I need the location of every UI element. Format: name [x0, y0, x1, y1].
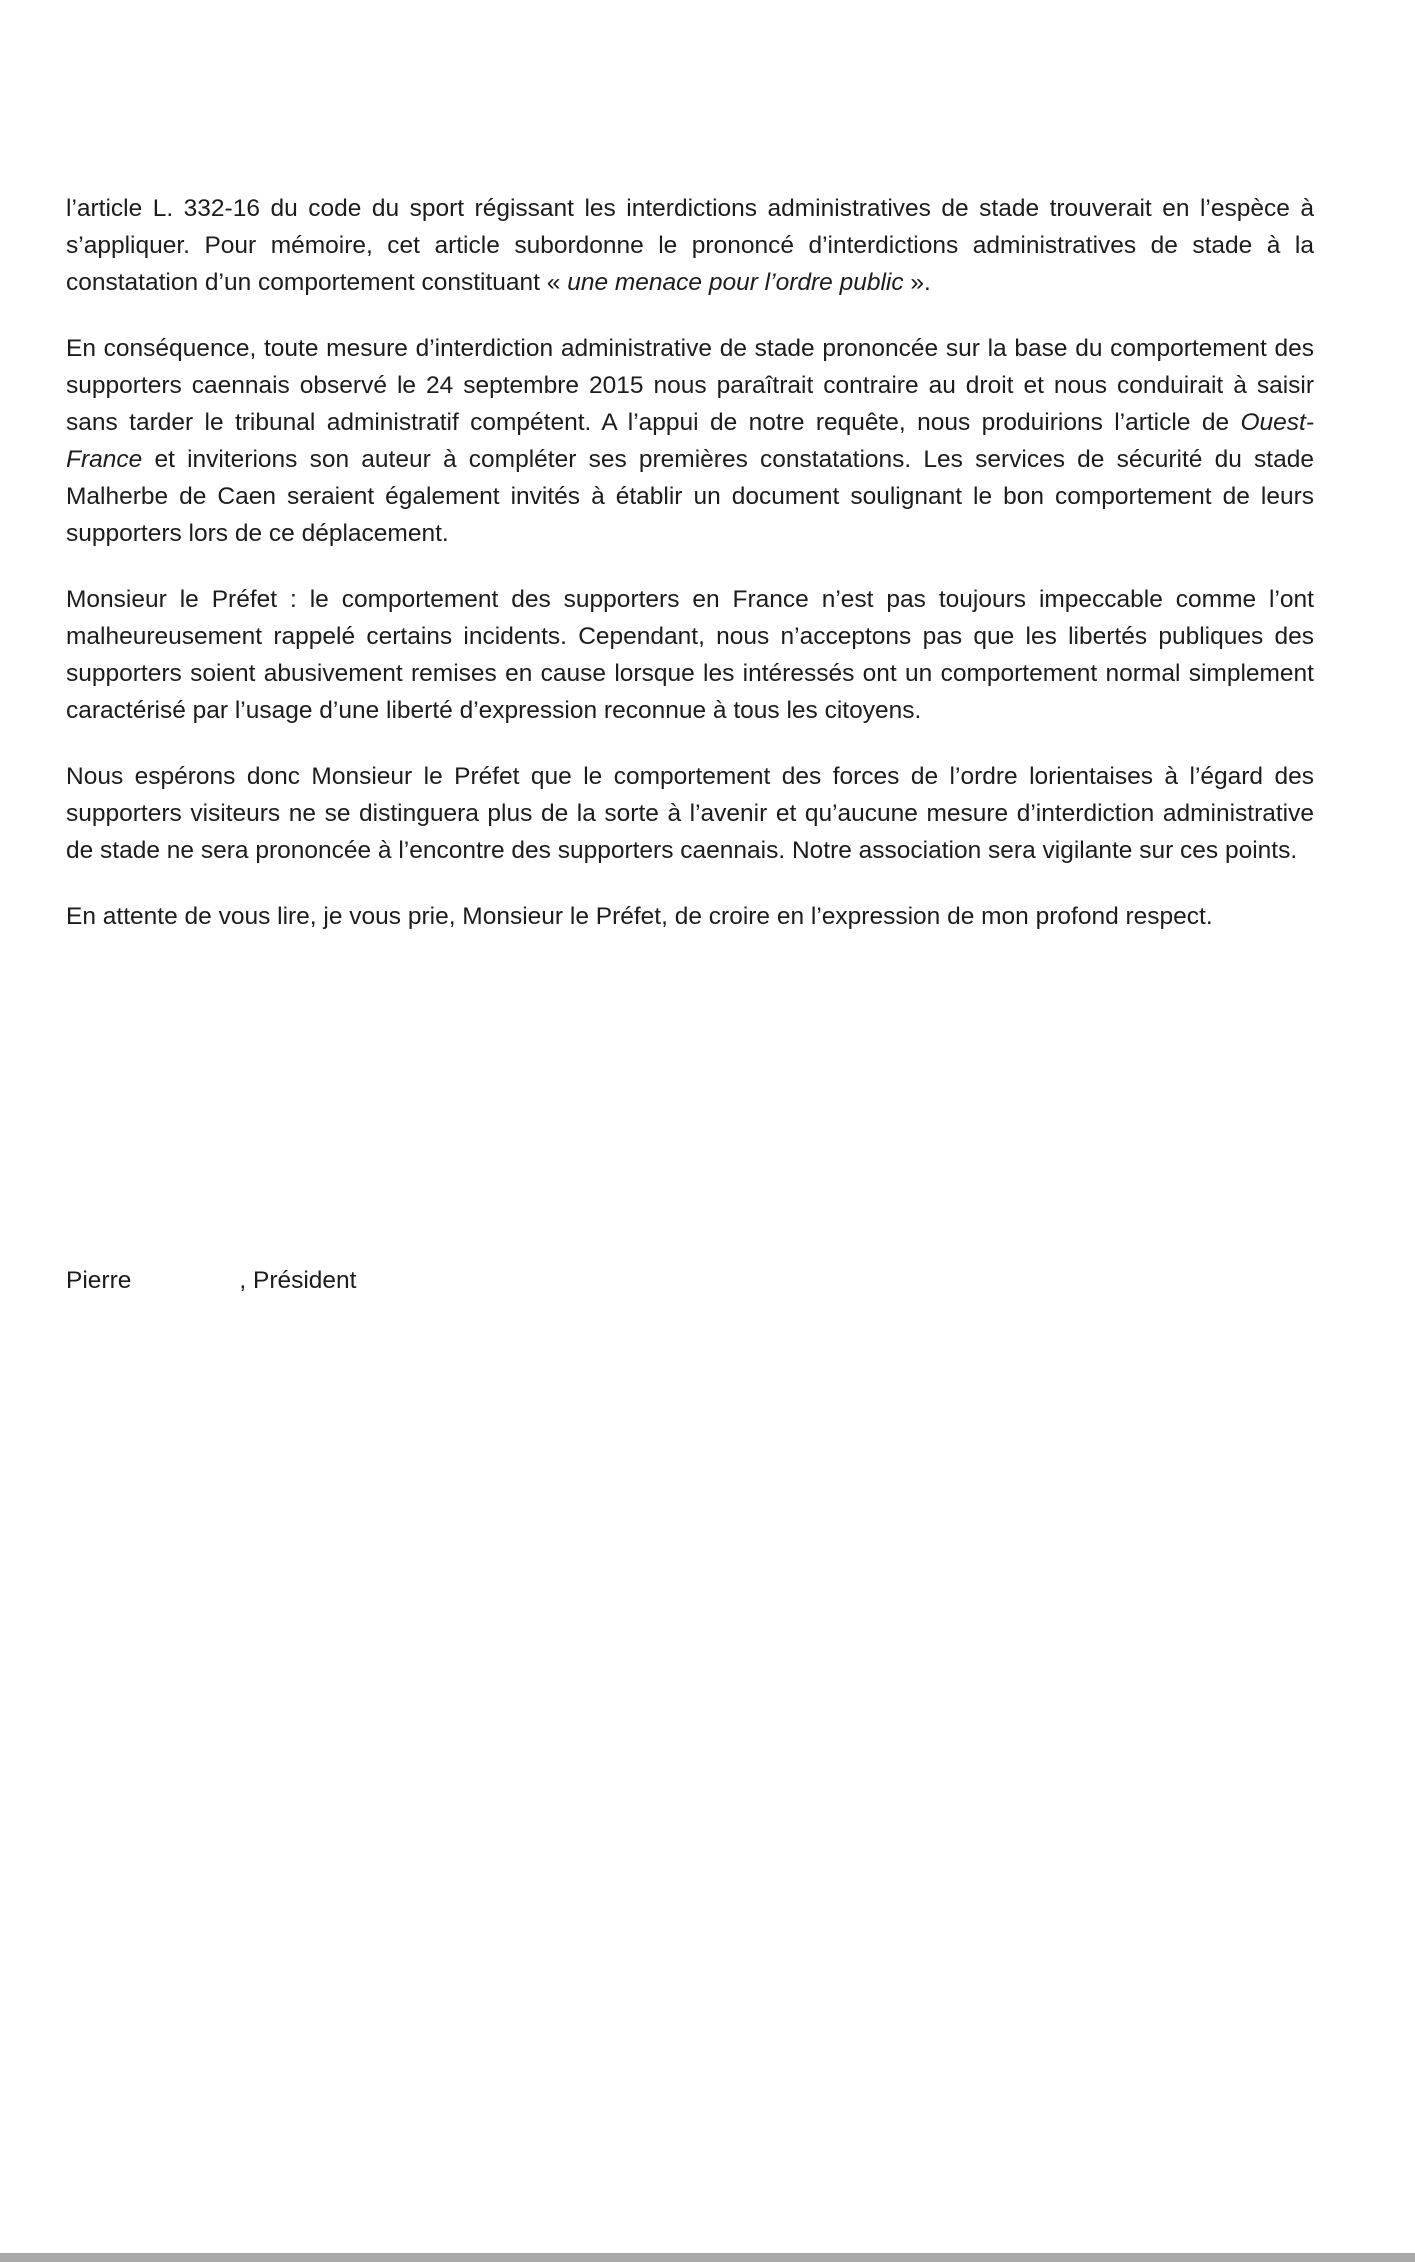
text-run: En conséquence, toute mesure d’interdiction administrative de stade prononcée sur la base du comportement des supporters caennais observé le 24 septembre 2015 nous paraîtrait contraire au droit et nous conduirait à saisir sans tarder le tribunal administratif compétent. A l’appui de notre requête, nous produirions l’article de: [66, 335, 1314, 436]
signature-line: [66, 1262, 356, 1299]
signature-name: Pierre: [66, 1267, 132, 1294]
text-run: Monsieur le Préfet : le comportement des supporters en France n’est pas toujours impeccable comme l’ont malheureusement rappelé certains incidents. Cependant, nous n’acceptons pas que les libertés publiques des supporters soient abusivement remises en cause lorsque les intéressés ont un comportement normal simplement caractérisé par l’usage d’une liberté d’expression reconnue à tous les citoyens.: [66, 586, 1314, 724]
text-run: Nous espérons donc Monsieur le Préfet que le comportement des forces de l’ordre lorientaises à l’égard des supporters visiteurs ne se distinguera plus de la sorte à l’avenir et qu’aucune mesure d’interdiction administrative de stade ne sera prononcée à l’encontre des supporters caennais. Notre association sera vigilante sur ces points.: [66, 763, 1314, 864]
emphasized-text-run: une menace pour l’ordre public: [567, 269, 904, 296]
letter-paragraph: [66, 190, 1314, 301]
signature-title: , Président: [239, 1267, 357, 1294]
letter-paragraph: [66, 758, 1314, 869]
emphasized-text-run: Ouest-France: [66, 409, 1314, 473]
page-bottom-edge: [0, 2253, 1415, 2262]
text-run: En attente de vous lire, je vous prie, Monsieur le Préfet, de croire en l’expression de mon profond respect.: [66, 903, 1213, 930]
letter-paragraphs: [66, 190, 1314, 964]
letter-paragraph: [66, 581, 1314, 729]
redacted-name-gap: [131, 1287, 239, 1288]
text-run: ».: [903, 269, 931, 296]
letter-paragraph: [66, 330, 1314, 552]
letter-paragraph: [66, 898, 1314, 935]
text-run: l’article L. 332-16 du code du sport régissant les interdictions administratives de stade trouverait en l’espèce à s’appliquer. Pour mémoire, cet article subordonne le prononcé d’interdictions administratives de stade à la constatation d’un comportement constituant «: [66, 195, 1314, 296]
text-run: et inviterions son auteur à compléter ses premières constatations. Les services de sécurité du stade Malherbe de Caen seraient également invités à établir un document soulignant le bon comportement de leurs supporters lors de ce déplacement.: [66, 446, 1314, 547]
